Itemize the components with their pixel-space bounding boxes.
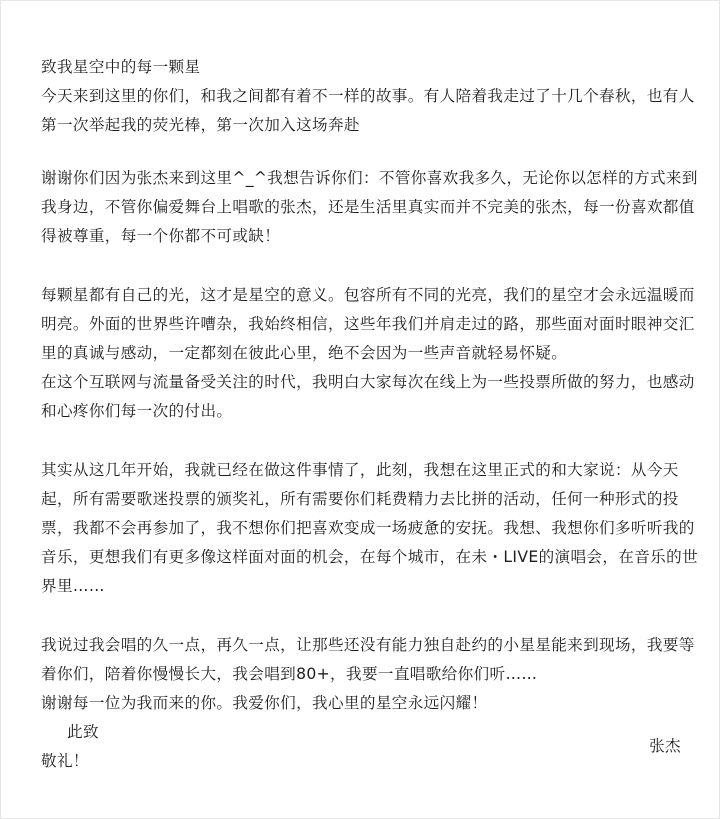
paragraph-line: 得被尊重，每一个你都不可或缺！ xyxy=(41,227,281,245)
salutation: 致我星空中的每一颗星 xyxy=(41,58,201,76)
paragraph-line: 谢谢每一位为我而来的你。我爱你们，我心里的星空永远闪耀！ xyxy=(41,694,488,712)
paragraph-5 xyxy=(41,631,706,718)
paragraph-line: 明亮。外面的世界些许嘈杂，我始终相信，这些年我们并肩走过的路，那些面对面时眼神交汇 xyxy=(41,315,695,333)
paragraph-line: 里的真诚与感动，一定都刻在彼此心里，绝不会因为一些声音就轻易怀疑。 xyxy=(41,344,568,362)
paragraph-line: 着你们，陪着你慢慢长大，我会唱到80+，我要一直唱歌给你们听…… xyxy=(41,665,538,683)
paragraph-line: 每颗星都有自己的光，这才是星空的意义。包容所有不同的光亮，我们的星空才会永远温暖而 xyxy=(41,286,695,304)
paragraph-line: 界里…… xyxy=(41,577,105,595)
paragraph-line: 和心疼你们每一次的付出。 xyxy=(41,402,233,420)
paragraph-line: 票，我都不会再参加了，我不想你们把喜欢变成一场疲惫的安抚。我想、我想你们多听听我的 xyxy=(41,519,695,537)
paragraph-line: 音乐，更想我们有更多像这样面对面的机会，在每个城市，在未・LIVE的演唱会，在音乐的世 xyxy=(41,548,699,566)
paragraph-line: 第一次举起我的荧光棒，第一次加入这场奔赴 xyxy=(41,116,360,134)
paragraph-line: 其实从这几年开始，我就已经在做这件事情了，此刻，我想在这里正式的和大家说：从今天 xyxy=(41,461,679,479)
paragraph-line: 谢谢你们因为张杰来到这里^_^我想告诉你们：不管你喜欢我多久，无论你以怎样的方式来到 xyxy=(41,169,698,187)
paragraph-line: 我说过我会唱的久一点，再久一点，让那些还没有能力独自赴约的小星星能来到现场，我要等 xyxy=(41,636,695,654)
paragraph-line: 起，所有需要歌迷投票的颁奖礼，所有需要你们耗费精力去比拼的活动，任何一种形式的投 xyxy=(41,490,679,508)
paragraph-line: 今天来到这里的你们，和我之间都有着不一样的故事。有人陪着我走过了十几个春秋，也有人 xyxy=(41,87,695,105)
paragraph-1 xyxy=(41,82,706,140)
paragraph-2 xyxy=(41,164,706,251)
signature: 张杰 xyxy=(649,737,681,755)
closing-line-2: 敬礼！ xyxy=(41,752,89,770)
letter-body xyxy=(41,53,706,776)
paragraph-3 xyxy=(41,281,706,426)
closing-line-1: 此致 xyxy=(67,723,99,741)
paragraph-4 xyxy=(41,456,706,601)
paragraph-line: 在这个互联网与流量备受关注的时代，我明白大家每次在线上为一些投票所做的努力，也感动 xyxy=(41,373,695,391)
paragraph-line: 我身边，不管你偏爱舞台上唱歌的张杰，还是生活里真实而并不完美的张杰，每一份喜欢都值 xyxy=(41,198,695,216)
